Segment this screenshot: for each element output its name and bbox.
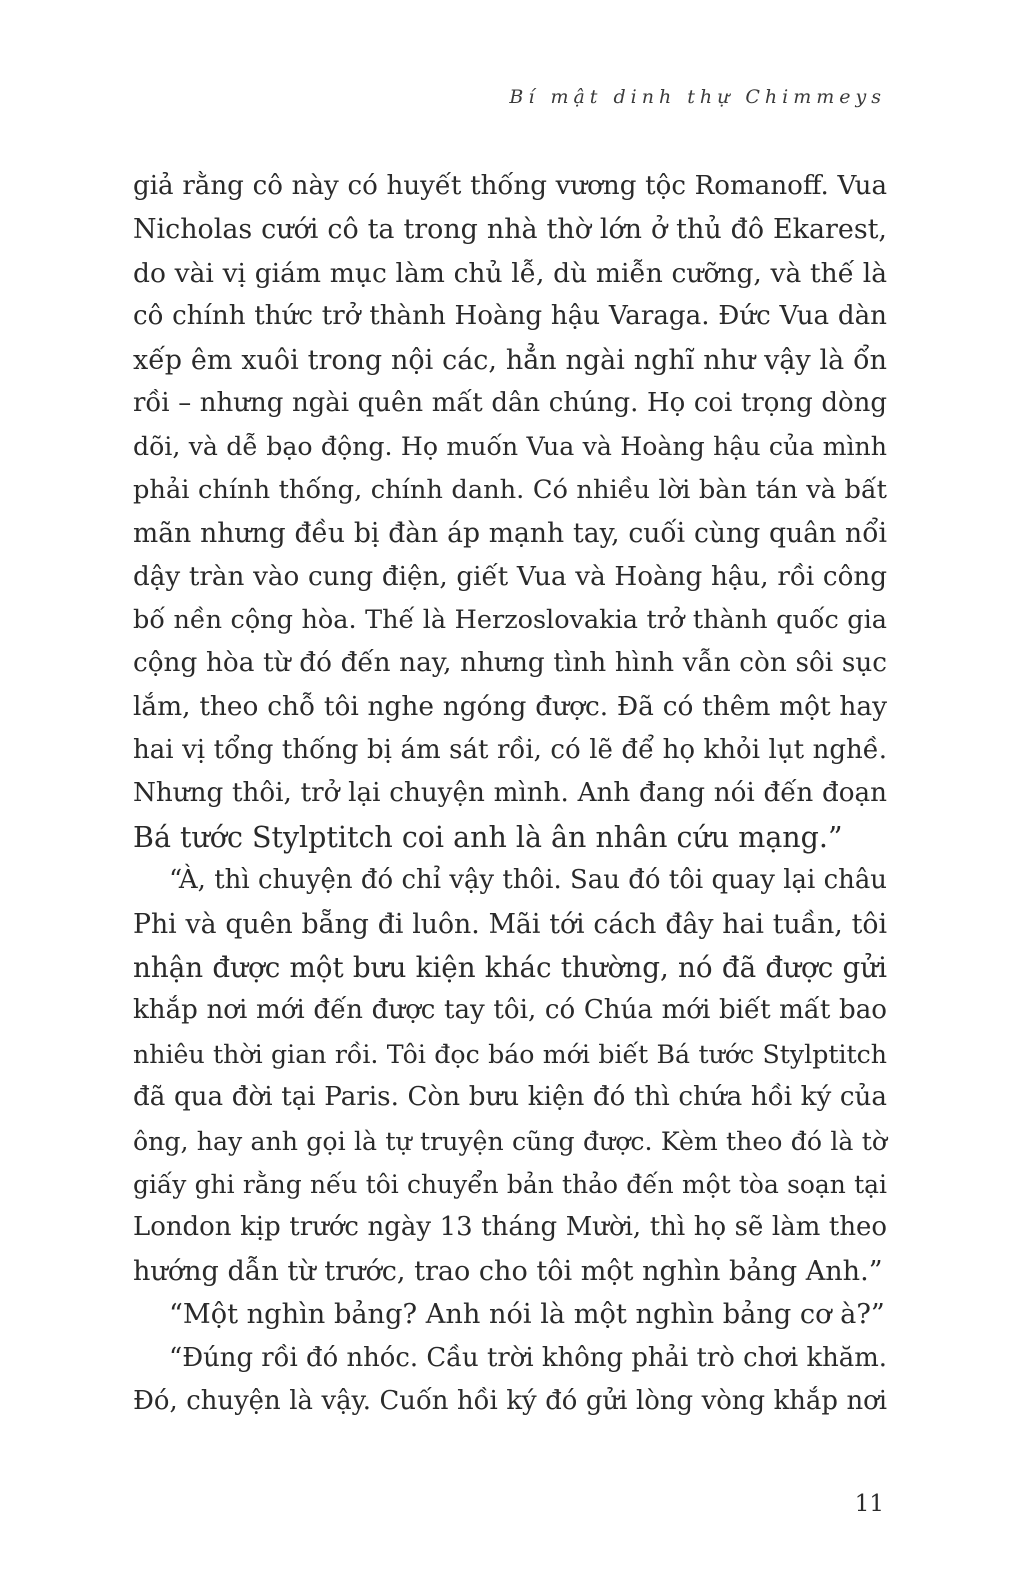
text-line: Bá tước Stylptitch coi anh là ân nhân cứu mạng.” xyxy=(133,820,843,854)
text-line: cộng hòa từ đó đến nay, nhưng tình hình vẫn còn sôi sục xyxy=(133,648,887,679)
text-line: giả rằng cô này có huyết thống vương tộc Romanoff. Vua xyxy=(133,171,887,201)
text-line: xếp êm xuôi trong nội các, hẳn ngài nghĩ như vậy là ổn xyxy=(133,344,887,376)
text-line: bố nền cộng hòa. Thế là Herzoslovakia trở thành quốc gia xyxy=(133,604,887,635)
text-line: giấy ghi rằng nếu tôi chuyển bản thảo đến một tòa soạn tại xyxy=(133,1169,887,1199)
text-line: hướng dẫn từ trước, trao cho tôi một nghìn bảng Anh.” xyxy=(133,1255,883,1287)
text-line: nhận được một bưu kiện khác thường, nó đã được gửi xyxy=(133,951,887,985)
text-line: “Một nghìn bảng? Anh nói là một nghìn bảng cơ à?” xyxy=(169,1299,885,1331)
paragraph xyxy=(133,859,887,1293)
text-line: dõi, và dễ bạo động. Họ muốn Vua và Hoàng hậu của mình xyxy=(133,432,887,462)
text-line: mãn nhưng đều bị đàn áp mạnh tay, cuối cùng quân nổi xyxy=(133,518,887,550)
text-line: “À, thì chuyện đó chỉ vậy thôi. Sau đó tôi quay lại châu xyxy=(169,865,887,896)
text-line: “Đúng rồi đó nhóc. Cầu trời không phải trò chơi khăm. xyxy=(169,1342,887,1373)
text-line: dậy tràn vào cung điện, giết Vua và Hoàng hậu, rồi công xyxy=(133,561,887,592)
page-number: 11 xyxy=(854,1491,884,1517)
paragraph xyxy=(133,1293,887,1336)
text-line: khắp nơi mới đến được tay tôi, có Chúa mới biết mất bao xyxy=(133,995,887,1026)
text-line: phải chính thống, chính danh. Có nhiều lời bàn tán và bất xyxy=(133,474,887,505)
text-line: do vài vị giám mục làm chủ lễ, dù miễn cưỡng, và thế là xyxy=(133,257,887,289)
running-header: Bí mật dinh thự Chimmeys xyxy=(509,86,886,108)
text-line: Nicholas cưới cô ta trong nhà thờ lớn ở thủ đô Ekarest, xyxy=(133,214,887,246)
text-line: Nhưng thôi, trở lại chuyện mình. Anh đang nói đến đoạn xyxy=(133,778,887,809)
text-line: nhiêu thời gian rồi. Tôi đọc báo mới biết Bá tước Stylptitch xyxy=(133,1039,887,1069)
text-line: lắm, theo chỗ tôi nghe ngóng được. Đã có thêm một hay xyxy=(133,691,887,722)
body-text xyxy=(133,165,887,1423)
text-line: hai vị tổng thống bị ám sát rồi, có lẽ để họ khỏi lụt nghề. xyxy=(133,735,887,766)
text-line: Đó, chuyện là vậy. Cuốn hồi ký đó gửi lòng vòng khắp nơi xyxy=(133,1385,887,1416)
text-line: rồi – nhưng ngài quên mất dân chúng. Họ coi trọng dòng xyxy=(133,387,887,418)
text-line: London kịp trước ngày 13 tháng Mười, thì họ sẽ làm theo xyxy=(133,1212,887,1243)
text-line: ông, hay anh gọi là tự truyện cũng được. Kèm theo đó là tờ xyxy=(133,1126,887,1156)
paragraph xyxy=(133,1337,887,1424)
text-line: Phi và quên bẵng đi luôn. Mãi tới cách đây hai tuần, tôi xyxy=(133,908,887,940)
text-line: đã qua đời tại Paris. Còn bưu kiện đó thì chứa hồi ký của xyxy=(133,1082,887,1113)
text-line: cô chính thức trở thành Hoàng hậu Varaga. Đức Vua dàn xyxy=(133,301,887,332)
paragraph xyxy=(133,165,887,859)
